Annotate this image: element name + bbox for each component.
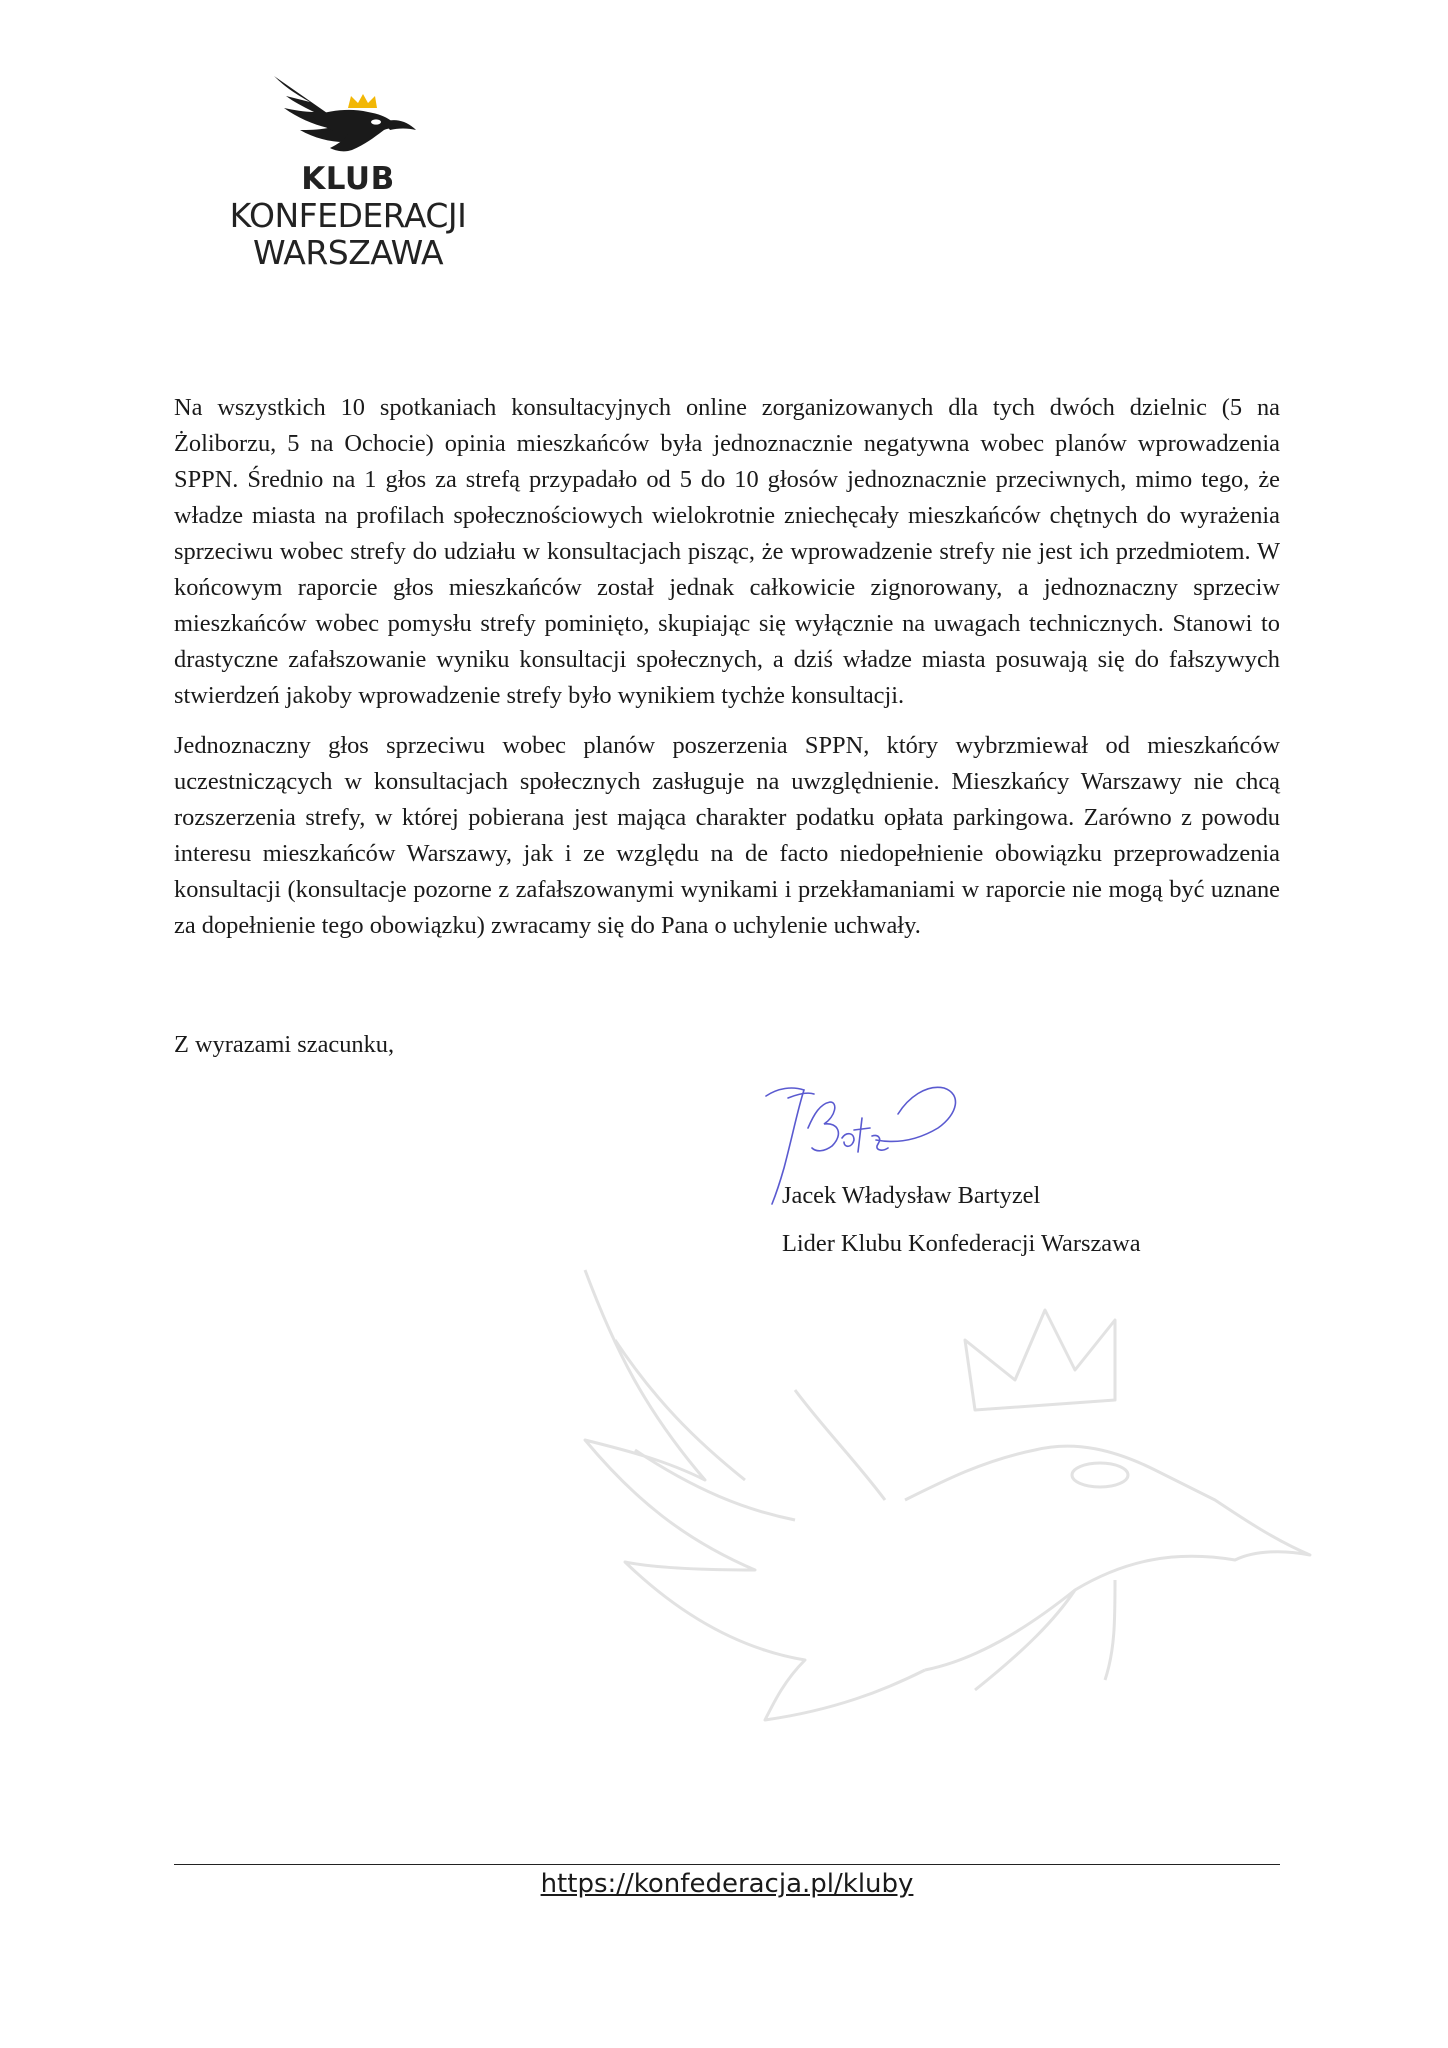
eagle-with-crown-icon [272,72,422,154]
signer-title: Lider Klubu Konfederacji Warszawa [782,1230,1141,1257]
crown-icon [348,94,377,108]
footer-website-link[interactable]: https://konfederacja.pl/kluby [540,1869,914,1899]
logo-line-warszawa: WARSZAWA [252,233,444,272]
logo-line-klub: KLUB [301,161,395,197]
signer-block [782,1178,1141,1274]
closing-text: Z wyrazami szacunku, [174,1031,395,1058]
eagle-watermark-icon [555,1250,1315,1750]
letter-body [174,390,1280,958]
paragraph-1: Na wszystkich 10 spotkaniach konsultacyjnych online zorganizowanych dla tych dwóch dzielnic (5 na Żoliborzu, 5 na Ochocie) opinia mieszkańców była jednoznacznie negatywna wobec planów wprowadzenia SPPN. Średnio na 1 głos za strefą przypadało od 5 do 10 głosów jednoznacznie przeciwnych, mimo tego, że władze miasta na profilach społecznościowych wielokrotnie zniechęcały mieszkańców chętnych do wyrażenia sprzeciwu wobec strefy do udziału w konsultacjach pisząc, że wprowadzenie strefy nie jest ich przedmiotem. W końcowym raporcie głos mieszkańców został jednak całkowicie zignorowany, a jednoznaczny sprzeciw mieszkańców wobec pomysłu strefy pominięto, skupiając się wyłącznie na uwagach technicznych. Stanowi to drastyczne zafałszowanie wyniku konsultacji społecznych, a dziś władze miasta posuwają się do fałszywych stwierdzeń jakoby wprowadzenie strefy było wynikiem tychże konsultacji. [174,394,1280,709]
footer-divider [174,1864,1280,1865]
club-logo [218,72,478,282]
paragraph-2: Jednoznaczny głos sprzeciwu wobec planów poszerzenia SPPN, który wybrzmiewał od mieszkańców uczestniczących w konsultacjach społecznych zasługuje na uwzględnienie. Mieszkańcy Warszawy nie chcą rozszerzenia strefy, w której pobierana jest mająca charakter podatku opłata parkingowa. Zarówno z powodu interesu mieszkańców Warszawy, jak i ze względu na de facto niedopełnienie obowiązku przeprowadzenia konsultacji (konsultacje pozorne z zafałszowanymi wynikami i przekłamaniami w raporcie nie mogą być uznane za dopełnienie tego obowiązku) zwracamy się do Pana o uchylenie uchwały. [174,732,1280,939]
signer-name: Jacek Władysław Bartyzel [782,1182,1041,1209]
logo-line-konfederacji: KONFEDERACJI [229,196,467,235]
logo-wordmark [218,161,478,273]
